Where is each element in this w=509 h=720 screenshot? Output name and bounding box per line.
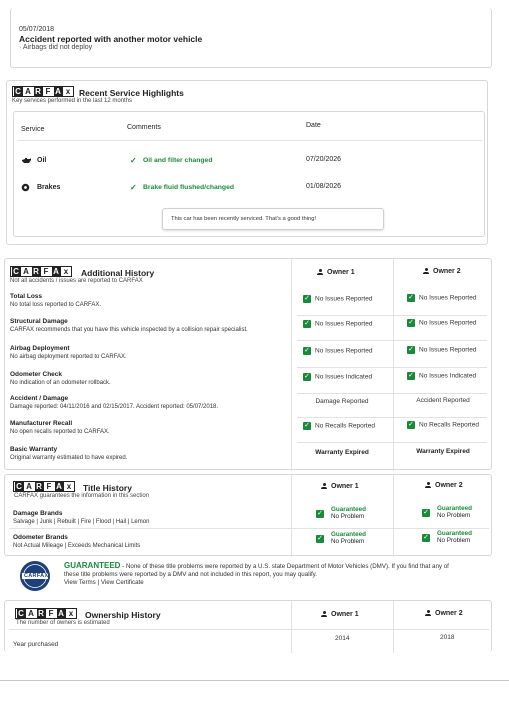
row-desc: Damage reported: 04/11/2016 and 02/15/2017. Accident reported: 05/07/2018. bbox=[10, 404, 219, 410]
service-row bbox=[21, 183, 461, 195]
check-icon: ✓ bbox=[304, 422, 310, 429]
check-icon: ✓ bbox=[304, 295, 310, 302]
row-desc: Original warranty estimated to have expired. bbox=[10, 455, 128, 461]
owner1-status: ✓ Guaranteed No Problem bbox=[317, 531, 366, 545]
check-icon: ✓ bbox=[408, 319, 414, 326]
service-comment: Brake fluid flushed/changed bbox=[143, 184, 235, 191]
owner1-header: Owner 1 bbox=[317, 269, 355, 276]
oil-can-icon bbox=[21, 156, 32, 166]
check-icon: ✓ bbox=[304, 320, 310, 327]
check-icon: ✓ bbox=[317, 510, 323, 517]
check-icon: ✓ bbox=[130, 156, 137, 165]
accident-detail: · Airbags did not deploy bbox=[19, 44, 93, 51]
col-date-header: Date bbox=[306, 122, 321, 129]
owner2-header: Owner 2 bbox=[423, 268, 461, 275]
accident-title: Accident reported with another motor vehicle bbox=[19, 34, 203, 44]
check-icon: ✓ bbox=[408, 421, 414, 428]
owner1-status: ✓ No Issues Reported bbox=[304, 320, 373, 328]
row-desc: Not Actual Mileage | Exceeds Mechanical Limits bbox=[13, 543, 141, 549]
col-service-header: Service bbox=[21, 126, 45, 133]
year-purchased-label: Year purchased bbox=[13, 641, 59, 648]
person-icon bbox=[321, 611, 327, 617]
person-icon bbox=[317, 269, 323, 275]
additional-history-section bbox=[4, 258, 492, 470]
owner1-year: 2014 bbox=[335, 635, 350, 642]
check-icon: ✓ bbox=[408, 294, 414, 301]
check-icon: ✓ bbox=[408, 346, 414, 353]
owner2-status: ✓ No Issues Indicated bbox=[408, 372, 477, 380]
owner1-status: Damage Reported bbox=[315, 398, 369, 405]
owner2-year: 2018 bbox=[440, 634, 455, 641]
carfax-logo: C A R F A x bbox=[15, 608, 77, 619]
service-date: 01/08/2026 bbox=[306, 183, 342, 190]
view-certificate-link[interactable]: View Certificate bbox=[100, 579, 144, 586]
service-row bbox=[21, 156, 461, 168]
check-icon: ✓ bbox=[423, 509, 429, 516]
ownership-section bbox=[4, 600, 492, 652]
service-comment: Oil and filter changed bbox=[143, 157, 213, 164]
person-icon bbox=[425, 482, 431, 488]
carfax-logo: C A R F A x bbox=[12, 86, 74, 97]
owner1-status: ✓ No Issues Reported bbox=[304, 295, 373, 303]
view-terms-link[interactable]: View Terms bbox=[64, 579, 96, 586]
owner1-status: ✓ No Issues Indicated bbox=[304, 373, 373, 381]
history-row bbox=[5, 292, 493, 316]
check-icon: ✓ bbox=[408, 372, 414, 379]
guaranteed-word: GUARANTEED bbox=[64, 561, 121, 570]
row-label: Airbag Deployment bbox=[10, 345, 70, 352]
row-label: Accident / Damage bbox=[10, 395, 69, 402]
row-desc: No indication of an odometer rollback. bbox=[10, 380, 111, 386]
row-label: Damage Brands bbox=[13, 510, 63, 517]
service-title: Recent Service Highlights bbox=[79, 88, 184, 98]
history-row bbox=[5, 344, 493, 368]
row-divider bbox=[297, 315, 487, 316]
row-divider bbox=[297, 442, 487, 443]
ownership-subtitle: The number of owners is estimated bbox=[16, 620, 110, 626]
carfax-guarantee-badge: CARFAX bbox=[18, 560, 52, 592]
title-history-section bbox=[4, 474, 492, 556]
owner2-status: ✓ No Issues Reported bbox=[408, 346, 477, 354]
owner1-header: Owner 1 bbox=[321, 483, 359, 490]
title-history-subtitle: CARFAX guarantees the information in this section bbox=[14, 493, 150, 499]
owner2-status: ✓ Guaranteed No Problem bbox=[423, 505, 472, 519]
title-history-title: Title History bbox=[83, 483, 132, 493]
row-desc: Salvage | Junk | Rebuilt | Fire | Flood | Hail | Lemon bbox=[13, 519, 150, 525]
ownership-title: Ownership History bbox=[85, 610, 161, 620]
guarantee-strip bbox=[4, 558, 492, 594]
page-bottom-rule bbox=[0, 680, 509, 681]
owner1-status: ✓ Guaranteed No Problem bbox=[317, 506, 366, 520]
row-label: Basic Warranty bbox=[10, 446, 58, 453]
owner2-status: ✓ No Issues Reported bbox=[408, 294, 477, 302]
additional-title: Additional History bbox=[81, 268, 155, 278]
service-name: Brakes bbox=[37, 184, 61, 191]
person-icon bbox=[423, 268, 429, 274]
col-comments-header: Comments bbox=[127, 124, 161, 131]
additional-subtitle: Not all accidents / issues are reported to CARFAX bbox=[10, 278, 143, 284]
row-divider bbox=[297, 417, 487, 418]
owner2-status: Accident Reported bbox=[416, 397, 470, 404]
accident-card bbox=[10, 8, 492, 68]
row-label: Odometer Brands bbox=[13, 534, 68, 541]
history-row bbox=[5, 317, 493, 341]
row-desc: No open recalls reported to CARFAX. bbox=[10, 429, 110, 435]
brake-icon bbox=[21, 183, 30, 194]
row-desc: No total loss reported to CARFAX. bbox=[10, 302, 102, 308]
person-icon bbox=[321, 483, 327, 489]
owner1-header: Owner 1 bbox=[321, 611, 359, 618]
service-name: Oil bbox=[37, 157, 47, 164]
service-date: 07/20/2026 bbox=[306, 156, 342, 163]
carfax-logo: C A R F A x bbox=[13, 481, 75, 492]
owner2-status: Warranty Expired bbox=[416, 448, 470, 455]
owner2-status: ✓ No Recalls Reported bbox=[408, 421, 479, 429]
person-icon bbox=[425, 610, 431, 616]
check-icon: ✓ bbox=[304, 373, 310, 380]
owner2-header: Owner 2 bbox=[425, 610, 463, 617]
history-row bbox=[5, 445, 493, 469]
history-row bbox=[5, 419, 493, 443]
row-label: Odometer Check bbox=[10, 371, 63, 378]
check-icon: ✓ bbox=[317, 535, 323, 542]
owner1-status: ✓ No Recalls Reported bbox=[304, 422, 375, 430]
owner1-status: ✓ No Issues Reported bbox=[304, 347, 373, 355]
service-subtitle: Key services performed in the last 12 months bbox=[12, 98, 133, 104]
check-icon: ✓ bbox=[423, 534, 429, 541]
service-section bbox=[6, 80, 488, 245]
row-divider bbox=[297, 367, 487, 368]
check-icon: ✓ bbox=[130, 183, 137, 192]
row-label: Manufacturer Recall bbox=[10, 420, 73, 427]
row-desc: CARFAX recommends that you have this vehicle inspected by a collision repair specialist. bbox=[10, 327, 248, 333]
row-label: Structural Damage bbox=[10, 318, 68, 325]
check-icon: ✓ bbox=[304, 347, 310, 354]
history-row bbox=[5, 394, 493, 418]
owner1-status: Warranty Expired bbox=[315, 449, 369, 456]
guarantee-text: GUARANTEED - None of these title problems were reported by a U.S. state Department of Motor Vehicles (DMV). If you find that any of these title problems were reported by a DMV and not included in this report, you may qualify. View Terms | View Certificate bbox=[64, 561, 449, 586]
history-row bbox=[5, 370, 493, 394]
carfax-logo: C A R F A x bbox=[10, 266, 72, 277]
service-note: This car has been recently serviced. That's a good thing! bbox=[162, 208, 384, 230]
row-divider bbox=[297, 340, 487, 341]
owner2-status: ✓ No Issues Reported bbox=[408, 319, 477, 327]
row-label: Total Loss bbox=[10, 293, 43, 300]
row-desc: No airbag deployment reported to CARFAX. bbox=[10, 354, 127, 360]
owner2-status: ✓ Guaranteed No Problem bbox=[423, 530, 472, 544]
accident-date: 05/07/2018 bbox=[19, 26, 55, 33]
service-table bbox=[13, 111, 485, 237]
owner2-header: Owner 2 bbox=[425, 482, 463, 489]
